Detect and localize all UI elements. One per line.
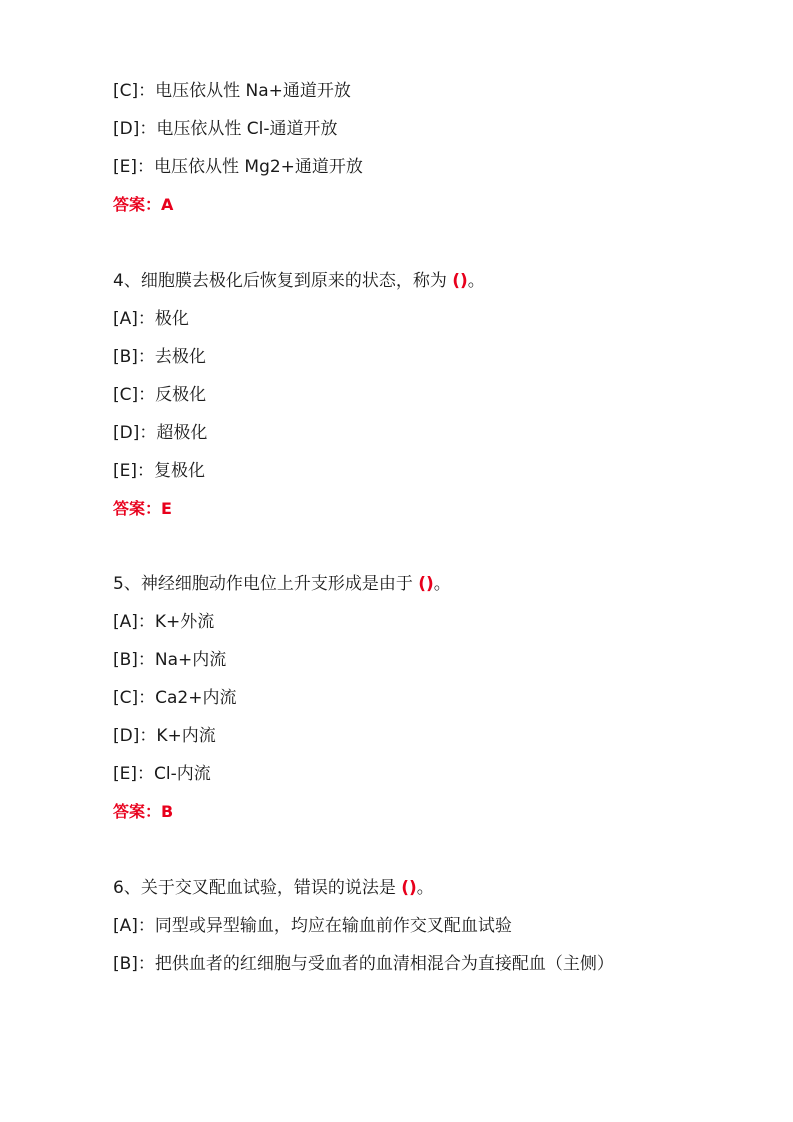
option-a: [A]：极化: [113, 309, 189, 329]
option-e: [E]：复极化: [113, 461, 206, 481]
answer-label: 答案：A: [113, 195, 174, 214]
question-stem-text: 4、细胞膜去极化后恢复到原来的状态，称为: [113, 271, 447, 291]
question-stem-end: 。: [416, 878, 434, 898]
option-a: [A]：同型或异型输血，均应在输血前作交叉配血试验: [113, 916, 512, 936]
option-e: [E]：电压依从性 Mg2+通道开放: [113, 157, 363, 177]
option-e: [E]：Cl-内流: [113, 764, 211, 784]
option-b: [B]：Na+内流: [113, 650, 227, 670]
option-b: [B]：去极化: [113, 347, 206, 367]
option-c: [C]：反极化: [113, 385, 207, 405]
option-d: [D]：电压依从性 Cl-通道开放: [113, 119, 338, 139]
answer-blank: (): [418, 574, 434, 594]
question-4-stem: [113, 270, 485, 292]
answer-blank: (): [452, 271, 468, 291]
option-c: [C]：电压依从性 Na+通道开放: [113, 81, 351, 101]
option-a: [A]：K+外流: [113, 612, 215, 632]
option-d: [D]：超极化: [113, 423, 208, 443]
question-6-stem: [113, 877, 434, 899]
answer-label: 答案：B: [113, 802, 174, 821]
question-stem-text: 5、神经细胞动作电位上升支形成是由于: [113, 574, 413, 594]
question-stem-text: 6、关于交叉配血试验，错误的说法是: [113, 878, 396, 898]
answer-blank: (): [401, 878, 417, 898]
question-stem-end: 。: [467, 271, 485, 291]
question-stem-end: 。: [433, 574, 451, 594]
option-c: [C]：Ca2+内流: [113, 688, 237, 708]
answer-label: 答案：E: [113, 499, 172, 518]
question-5-stem: [113, 573, 451, 595]
option-b: [B]：把供血者的红细胞与受血者的血清相混合为直接配血（主侧）: [113, 954, 614, 974]
option-d: [D]：K+内流: [113, 726, 216, 746]
